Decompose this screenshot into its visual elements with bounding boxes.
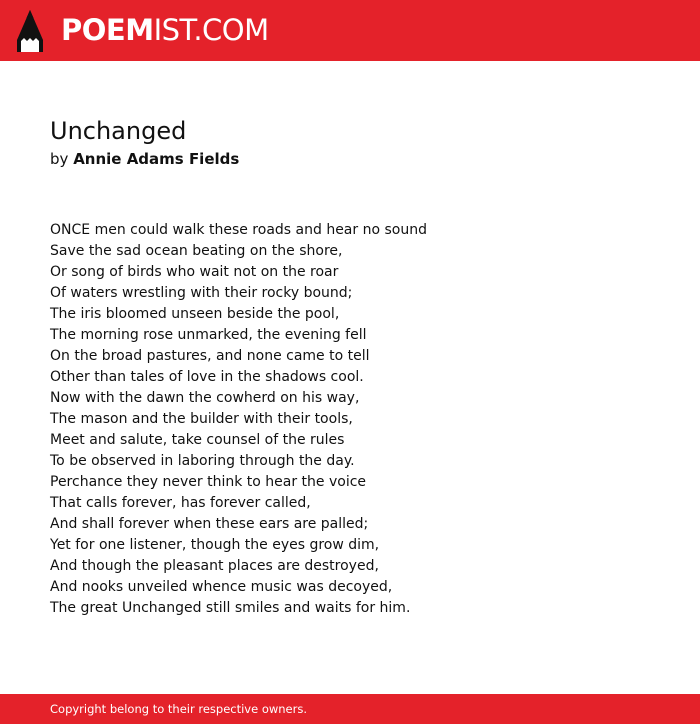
poem-line: The mason and the builder with their tools, [50, 411, 353, 427]
poem-title: Unchanged [50, 117, 187, 145]
poem-line: ONCE men could walk these roads and hear no sound [50, 222, 427, 238]
poem-line: The morning rose unmarked, the evening fell [50, 327, 367, 343]
poem-line: Other than tales of love in the shadows cool. [50, 369, 364, 385]
site-header [0, 0, 700, 61]
byline-label: by [50, 150, 69, 168]
brand-name [61, 13, 269, 47]
poem-line: Or song of birds who wait not on the roar [50, 264, 339, 280]
poem-content [50, 116, 670, 619]
poem-body [50, 220, 670, 619]
site-footer [0, 694, 700, 724]
poem-line: The great Unchanged still smiles and waits for him. [50, 600, 411, 616]
poem-line: And though the pleasant places are destroyed, [50, 558, 379, 574]
poem-line: Yet for one listener, though the eyes grow dim, [50, 537, 380, 553]
poem-line: That calls forever, has forever called, [50, 495, 311, 511]
brand-name-light: IST.COM [153, 13, 269, 47]
poem-line: Now with the dawn the cowherd on his way, [50, 390, 360, 406]
copyright-text: Copyright belong to their respective owners. [50, 702, 308, 716]
pencil-icon [17, 10, 43, 52]
site-logo-link[interactable] [17, 10, 269, 52]
author-link[interactable]: Annie Adams Fields [73, 150, 240, 168]
poem-line: Save the sad ocean beating on the shore, [50, 243, 343, 259]
poem-byline [50, 149, 670, 169]
poem-line: The iris bloomed unseen beside the pool, [50, 306, 340, 322]
poem-line: To be observed in laboring through the day. [50, 453, 355, 469]
poem-line: Perchance they never think to hear the voice [50, 474, 367, 490]
poem-line: And nooks unveiled whence music was decoyed, [50, 579, 393, 595]
brand-name-bold: POEM [61, 13, 154, 47]
poem-line: Meet and salute, take counsel of the rules [50, 432, 345, 448]
poem-line: Of waters wrestling with their rocky bound; [50, 285, 353, 301]
poem-line: And shall forever when these ears are palled; [50, 516, 369, 532]
poem-line: On the broad pastures, and none came to tell [50, 348, 370, 364]
